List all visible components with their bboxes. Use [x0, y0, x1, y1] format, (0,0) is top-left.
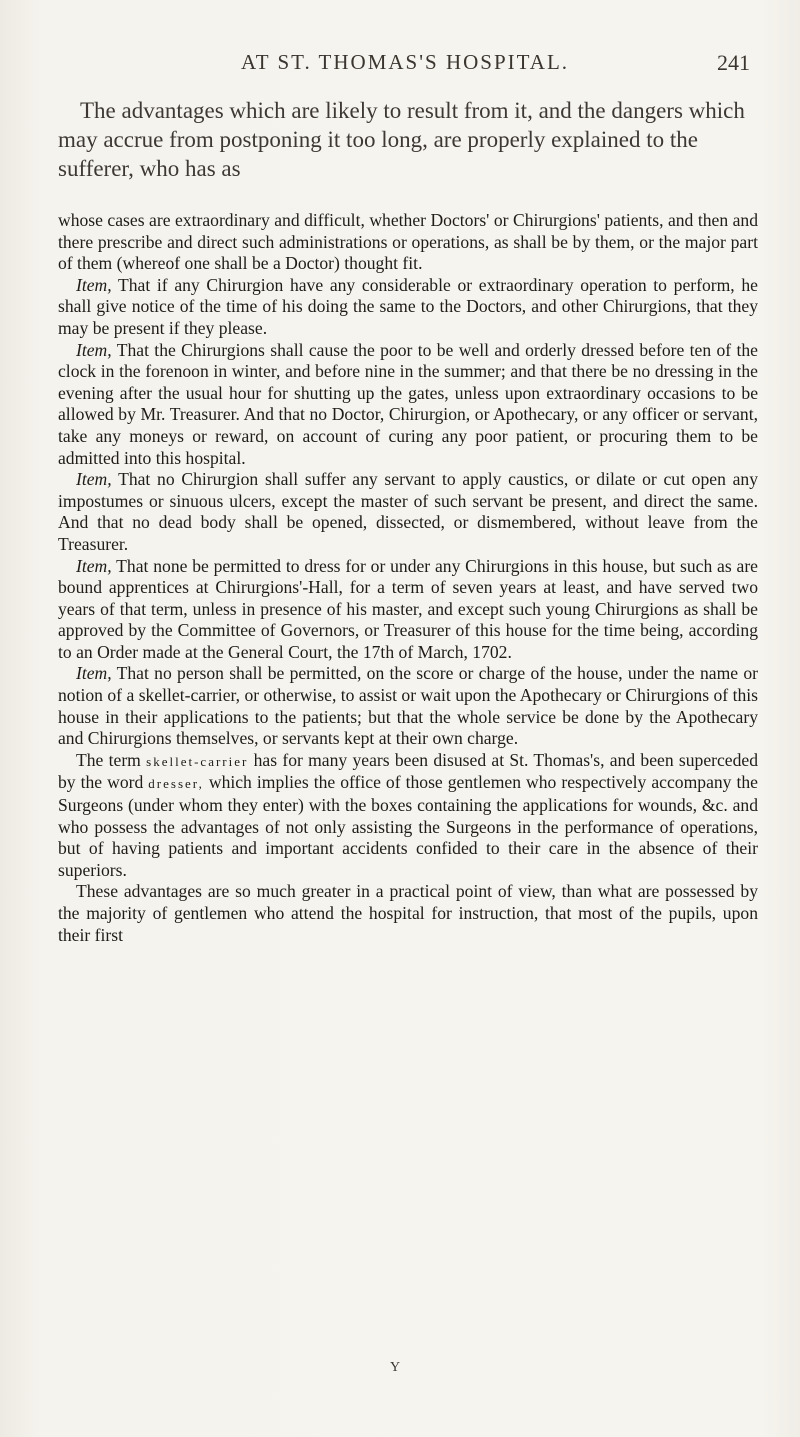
- page-number: 241: [717, 50, 750, 75]
- item-label: Item,: [76, 274, 112, 295]
- item-label: Item,: [76, 663, 112, 684]
- item-label: Item,: [76, 469, 112, 490]
- item-label: Item,: [76, 339, 112, 360]
- rule-item: [58, 275, 758, 340]
- item-label: Item,: [76, 555, 112, 576]
- rules-extract: [58, 210, 758, 946]
- term-new: dresser,: [148, 776, 204, 792]
- running-head-title: AT ST. THOMAS'S HOSPITAL.: [240, 50, 570, 74]
- rule-item: [58, 340, 758, 470]
- term-middle: has for many years been disused at St. Thomas's, and been superceded by the word: [58, 749, 759, 793]
- item-text: That if any Chirurgion have any considerable or extraordinary operation to perform, he shall give notice of the time of his doing the same to the Doctors, and other Chirurgions, that they may be present if they please.: [58, 274, 758, 338]
- extract-opening: whose cases are extraordinary and difficult, whether Doctors' or Chirurgions' patients, and then and there prescribe and direct such administrations or operations, as shall be by them, or the major part of them (whereof one shall be a Doctor) thought fit.: [58, 210, 758, 274]
- signature-mark: Y: [390, 1360, 401, 1375]
- term-lead: The term: [76, 749, 141, 770]
- running-head: [60, 50, 750, 82]
- item-text: That none be permitted to dress for or under any Chirurgions in this house, but such as are bound apprentices at Chirurgions'-Hall, for a term of seven years at least, and have served two years of that term, unless in presence of his master, and except such young Chirurgions as shall be approved by the Committee of Governors, or Treasurer of this house for the time being, according to an Order made at the General Court, the 17th of March, 1702.: [58, 555, 758, 662]
- term-paragraph: [58, 750, 758, 882]
- closing-paragraph: These advantages are so much greater in a practical point of view, than what are possessed by the majority of gentlemen who attend the hospital for instruction, that most of the pupils, upon their first: [58, 881, 758, 945]
- intro-paragraph: [58, 96, 758, 183]
- term-old: skellet-carrier: [146, 753, 249, 769]
- item-text: That no Chirurgion shall suffer any servant to apply caustics, or dilate or cut open any impostumes or sinuous ulcers, except the master of such servant be present, and direct the same. And that no dead body shall be opened, dissected, or dismembered, without leave from the Treasurer.: [58, 469, 758, 554]
- item-text: That the Chirurgions shall cause the poor to be well and orderly dressed before ten of the clock in the forenoon in winter, and before nine in the summer; and that there be no dressing in the evening after the usual hour for shutting up the gates, unless upon extraordinary occasions to be allowed by Mr. Treasurer. And that no Doctor, Chirurgion, or Apothecary, or any officer or servant, take any moneys or reward, on account of curing any poor patient, or procuring them to be admitted into this hospital.: [58, 339, 758, 468]
- intro-text: The advantages which are likely to result from it, and the dangers which may accrue from postponing it too long, are properly explained to the sufferer, who has as: [58, 98, 745, 181]
- term-rest: which implies the office of those gentlemen who respectively accompany the Surgeons (under whom they enter) with the boxes containing the applications for wounds, &c. and who possess the advantages of not only assisting the Surgeons in the performance of operations, but of having patients and important accidents confided to their care in the absence of their superiors.: [58, 772, 758, 880]
- rule-item: [58, 469, 758, 555]
- item-text: That no person shall be permitted, on the score or charge of the house, under the name or notion of a skellet-carrier, or otherwise, to assist or wait upon the Apothecary or Chirurgions of this house in their applications to the patients; but that the whole service be done by the Apothecary and Chirurgions themselves, or servants kept at their own charge.: [58, 663, 758, 749]
- rule-item: [58, 663, 758, 749]
- rule-item: [58, 556, 758, 664]
